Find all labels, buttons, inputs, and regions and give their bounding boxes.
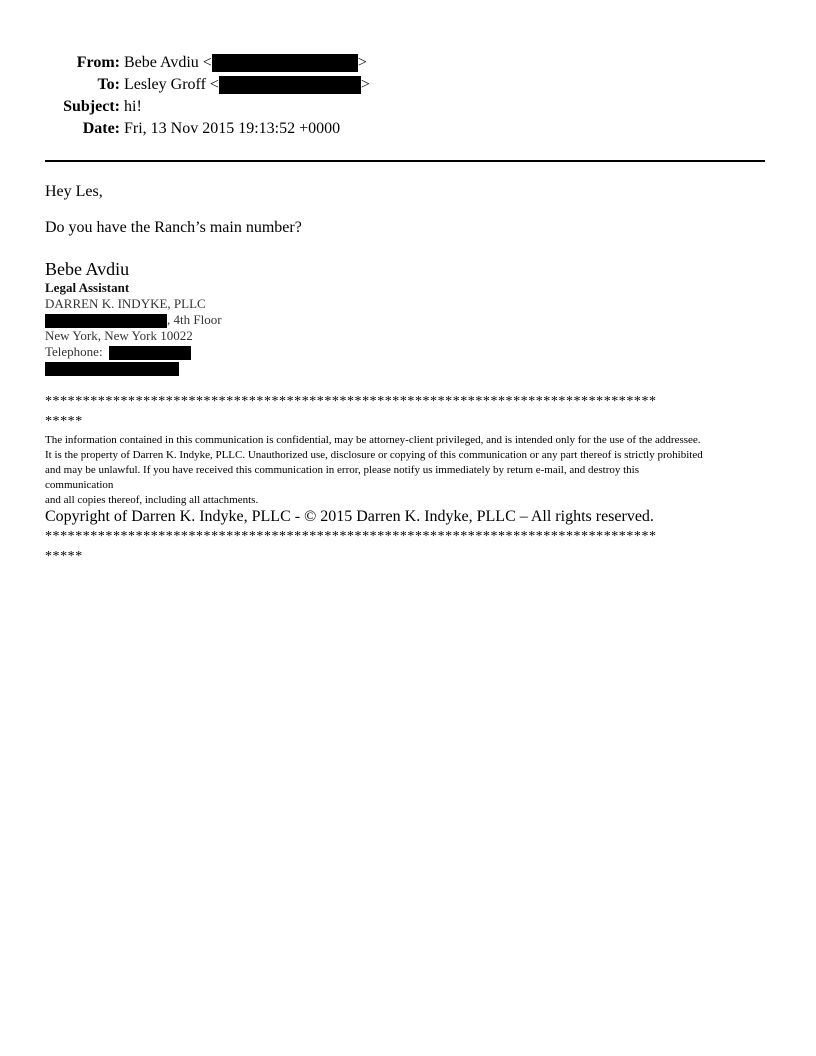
subject-row	[0, 96, 816, 118]
date-label: Date:	[82, 120, 120, 137]
date-row	[0, 118, 816, 140]
copyright-notice: Copyright of Darren K. Indyke, PLLC - © 2015 Darren K. Indyke, PLLC – All rights reserved.	[45, 508, 654, 525]
redacted-contact-line	[45, 362, 179, 376]
header-divider	[45, 160, 765, 162]
stars-tail: *****	[45, 549, 83, 564]
signature-telephone	[45, 344, 222, 360]
redacted-from-email	[212, 54, 358, 72]
to-close: >	[360, 76, 370, 93]
from-row	[0, 52, 816, 74]
confidentiality-disclaimer	[45, 433, 769, 508]
telephone-label: Telephone:	[45, 344, 103, 359]
greeting: Hey Les,	[45, 183, 103, 200]
to-label: To:	[97, 76, 120, 93]
message-body: Do you have the Ranch’s main number?	[45, 219, 302, 236]
from-name: Bebe Avdiu <	[124, 54, 212, 71]
from-label: From:	[76, 54, 120, 71]
redacted-to-email	[219, 76, 361, 94]
signature-city: New York, New York 10022	[45, 328, 193, 343]
redacted-telephone	[109, 346, 191, 360]
signature-firm: DARREN K. INDYKE, PLLC	[45, 296, 206, 311]
stars-line: *********************************************************************************	[45, 394, 657, 409]
from-close: >	[357, 54, 367, 71]
subject-value: hi!	[124, 98, 142, 115]
to-name: Lesley Groff <	[124, 76, 219, 93]
stars-tail: *****	[45, 414, 83, 429]
address-suffix: , 4th Floor	[167, 312, 222, 327]
disclaimer-line: and all copies thereof, including all attachments.	[45, 494, 259, 506]
email-header	[0, 52, 816, 140]
disclaimer-line: The information contained in this communication is confidential, may be attorney-client privileged, and is intended only for the use of the addressee.	[45, 434, 701, 446]
date-value: Fri, 13 Nov 2015 19:13:52 +0000	[124, 120, 341, 137]
redacted-street-address	[45, 314, 167, 328]
divider-stars-bottom	[45, 527, 767, 567]
signature-address	[45, 312, 222, 328]
divider-stars-top	[45, 392, 767, 432]
signature-block	[45, 258, 222, 376]
disclaimer-line: and may be unlawful. If you have received this communication in error, please notify us immediately by return e-mail, and destroy this	[45, 464, 639, 476]
disclaimer-line: It is the property of Darren K. Indyke, PLLC. Unauthorized use, disclosure or copying of this communication or any part thereof is strictly prohibited	[45, 449, 703, 461]
signature-title: Legal Assistant	[45, 280, 130, 295]
stars-line: *********************************************************************************	[45, 529, 657, 544]
signature-extra	[45, 360, 222, 376]
signature-name: Bebe Avdiu	[45, 259, 130, 279]
disclaimer-line: communication	[45, 479, 114, 491]
to-row	[0, 74, 816, 96]
subject-label: Subject:	[63, 98, 120, 115]
